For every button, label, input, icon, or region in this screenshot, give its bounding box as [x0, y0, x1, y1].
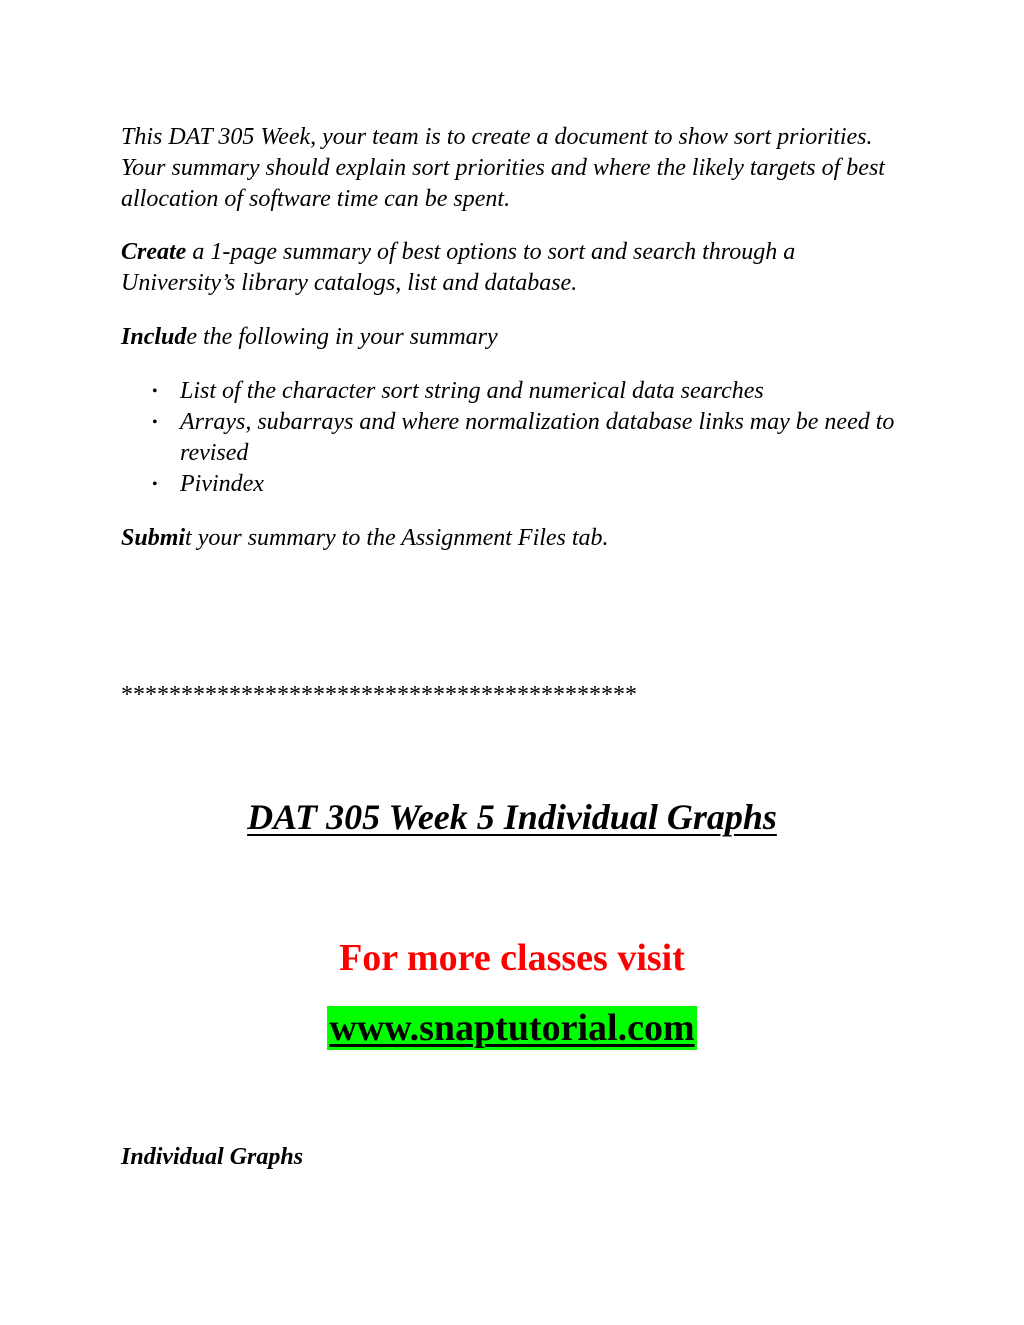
- create-lead: Create: [121, 239, 187, 265]
- bullet-icon: •: [152, 383, 158, 400]
- separator-line: *******************************************: [121, 682, 637, 708]
- submit-lead: Submi: [121, 525, 186, 551]
- list-item-text: Arrays, subarrays and where normalization database links may be need to revised: [180, 409, 895, 466]
- website-link[interactable]: www.snaptutorial.com: [329, 1007, 695, 1049]
- list-item-text: List of the character sort string and numerical data searches: [180, 378, 764, 404]
- page-title: DAT 305 Week 5 Individual Graphs: [247, 797, 777, 837]
- promo-text: For more classes visit: [339, 937, 685, 979]
- list-item-text: Pivindex: [180, 471, 264, 497]
- list-item: [121, 407, 911, 469]
- list-item: [121, 469, 911, 500]
- requirements-list: [121, 376, 911, 500]
- section-subheading: Individual Graphs: [121, 1144, 304, 1170]
- bullet-icon: •: [152, 414, 158, 431]
- include-paragraph: [121, 322, 911, 353]
- include-text: e the following in your summary: [186, 324, 498, 350]
- bullet-icon: •: [152, 476, 158, 493]
- create-text: a 1-page summary of best options to sort and search through a University’s library catalogs, list and database.: [121, 239, 796, 296]
- link-container: [0, 1006, 1024, 1050]
- submit-paragraph: [121, 523, 911, 554]
- list-item: [121, 376, 911, 407]
- create-paragraph: [121, 237, 911, 299]
- intro-paragraph: This DAT 305 Week, your team is to create a document to show sort priorities. Your summary should explain sort priorities and where the likely targets of best allocation of software time can be spent.: [121, 124, 885, 212]
- submit-text: t your summary to the Assignment Files tab.: [185, 525, 609, 551]
- include-lead: Includ: [121, 324, 187, 350]
